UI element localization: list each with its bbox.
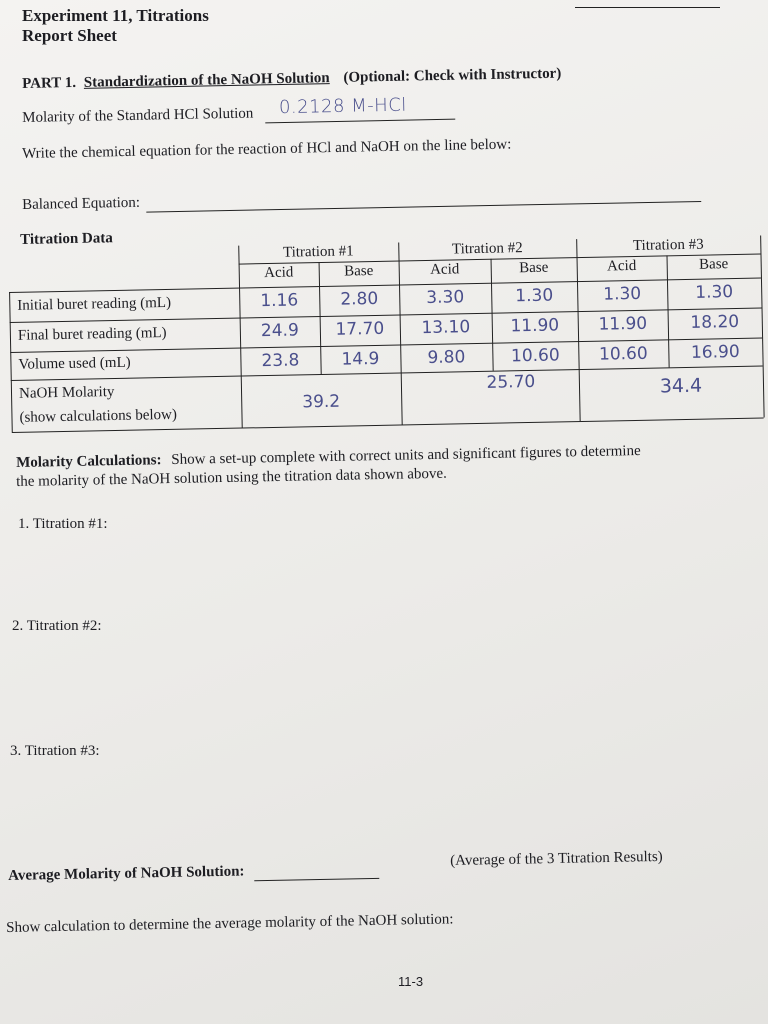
row-label-molarity: NaOH Molarity xyxy=(18,383,115,402)
titration-data-title: Titration Data xyxy=(20,230,113,248)
col-header-acid-2: Acid xyxy=(429,261,460,278)
cell-volume-base-2[interactable]: 10.60 xyxy=(510,345,560,367)
col-header-base-2: Base xyxy=(518,259,549,277)
group-header-1: Titration #1 xyxy=(282,243,354,261)
cell-final-acid-3[interactable]: 11.90 xyxy=(598,313,648,335)
balanced-equation-line xyxy=(22,184,701,215)
cell-final-base-3[interactable]: 18.20 xyxy=(690,311,740,333)
cell-volume-acid-2[interactable]: 9.80 xyxy=(427,347,466,368)
calc-item-1: 1. Titration #1: xyxy=(18,516,108,532)
titration-data-table xyxy=(8,222,766,432)
part1-subheading: Standardization of the NaOH Solution xyxy=(83,70,330,91)
calc-instruction-2: the molarity of the NaOH solution using the titration data shown above. xyxy=(16,465,447,490)
hcl-molarity-value: 0.2128 M-HCl xyxy=(278,94,408,119)
col-header-acid-3: Acid xyxy=(606,257,637,275)
average-prompt: Show calculation to determine the average molarity of the NaOH solution: xyxy=(6,911,454,936)
cell-final-acid-1[interactable]: 24.9 xyxy=(260,320,299,342)
page-number: 11-3 xyxy=(398,974,424,989)
optional-note: (Optional: Check with Instructor) xyxy=(343,65,562,86)
group-header-2: Titration #2 xyxy=(451,240,523,258)
cell-initial-acid-1[interactable]: 1.16 xyxy=(260,290,299,312)
equation-prompt: Write the chemical equation for the reaction of HCl and NaOH on the line below: xyxy=(22,136,512,162)
average-label: Average Molarity of NaOH Solution: xyxy=(8,863,245,884)
average-note: (Average of the 3 Titration Results) xyxy=(450,848,663,869)
cell-initial-acid-2[interactable]: 3.30 xyxy=(426,287,465,308)
cell-volume-base-3[interactable]: 16.90 xyxy=(690,341,740,363)
row-label-molarity-note: (show calculations below) xyxy=(19,406,178,426)
calc-item-2: 2. Titration #2: xyxy=(12,618,102,634)
hcl-molarity-label: Molarity of the Standard HCl Solution xyxy=(22,105,254,126)
calc-item-3: 3. Titration #3: xyxy=(10,743,100,759)
cell-final-base-1[interactable]: 17.70 xyxy=(335,318,385,340)
col-header-acid-1: Acid xyxy=(264,264,294,282)
hcl-molarity-field[interactable] xyxy=(265,94,455,124)
col-header-base-1: Base xyxy=(343,262,374,280)
row-label-initial: Initial buret reading (mL) xyxy=(17,294,172,314)
col-header-base-3: Base xyxy=(698,256,729,273)
cell-volume-acid-1[interactable]: 23.8 xyxy=(261,350,300,372)
cell-initial-base-3[interactable]: 1.30 xyxy=(695,282,734,303)
cell-final-acid-2[interactable]: 13.10 xyxy=(421,317,471,339)
cell-molarity-1[interactable]: 39.2 xyxy=(302,391,341,413)
cell-molarity-2[interactable]: 25.70 xyxy=(486,371,536,393)
group-header-3: Titration #3 xyxy=(632,236,704,255)
row-label-volume: Volume used (mL) xyxy=(18,354,131,373)
balanced-equation-label: Balanced Equation: xyxy=(22,194,141,213)
cell-initial-acid-3[interactable]: 1.30 xyxy=(603,283,642,305)
cell-initial-base-1[interactable]: 2.80 xyxy=(340,288,379,310)
page-subtitle: Report Sheet xyxy=(22,26,117,45)
cell-volume-base-1[interactable]: 14.9 xyxy=(341,348,380,370)
calc-heading: Molarity Calculations: xyxy=(16,452,162,471)
hcl-molarity-line xyxy=(22,94,455,128)
average-field[interactable] xyxy=(254,861,379,881)
cell-final-base-2[interactable]: 11.90 xyxy=(510,315,560,337)
part1-heading-line xyxy=(22,66,561,93)
cell-volume-acid-3[interactable]: 10.60 xyxy=(598,343,648,365)
page-title: Experiment 11, Titrations xyxy=(22,6,209,25)
calc-instruction-1: Show a set-up complete with correct units and significant figures to determine xyxy=(171,443,641,469)
cell-molarity-3[interactable]: 34.4 xyxy=(659,374,703,398)
part1-label: PART 1. xyxy=(22,74,77,92)
balanced-equation-field[interactable] xyxy=(146,184,701,213)
cell-initial-base-2[interactable]: 1.30 xyxy=(515,285,554,307)
average-line xyxy=(8,861,379,886)
top-right-rule xyxy=(575,7,720,8)
row-label-final: Final buret reading (mL) xyxy=(17,324,167,344)
